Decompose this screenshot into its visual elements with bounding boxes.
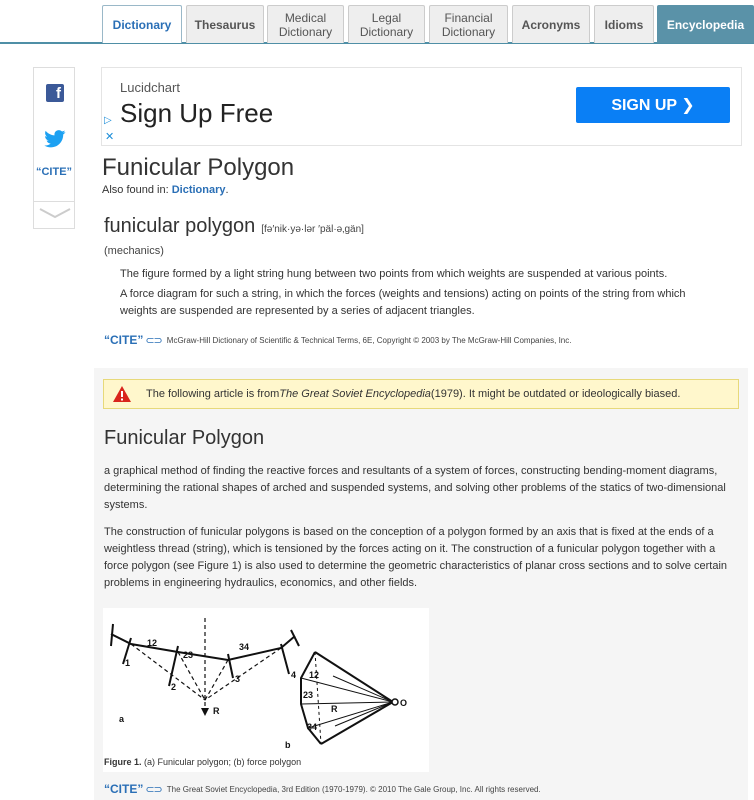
citation-source: The Great Soviet Encyclopedia, 3rd Edition (1970-1979). © 2010 The Gale Group, Inc. All rights reserved.	[166, 784, 541, 794]
pronunciation: [fə′nik·yə·lər ′päl·ə‚gän]	[261, 224, 364, 235]
figure-label: a	[119, 714, 125, 724]
definition: The figure formed by a light string hung between two points from which weights are suspended at various points.	[120, 268, 668, 280]
advertisement-banner[interactable]	[101, 67, 742, 146]
tab-financial-dictionary[interactable]	[429, 5, 508, 43]
share-sidebar	[33, 67, 75, 229]
citation-line	[104, 333, 571, 347]
twitter-icon[interactable]	[44, 130, 66, 148]
tab-label: Encyclopedia	[666, 17, 745, 32]
close-icon[interactable]: ✕	[105, 131, 115, 143]
cite-button[interactable]: “CITE”	[35, 166, 73, 178]
tab-label: Acronyms	[521, 17, 581, 32]
tab-label: Financial	[444, 10, 493, 25]
facebook-icon[interactable]: f	[46, 84, 64, 102]
encyclopedia-title: Funicular Polygon	[104, 427, 265, 449]
tab-idioms[interactable]	[594, 5, 654, 43]
figure-label: R	[213, 706, 220, 716]
tab-label: Legal	[371, 10, 402, 25]
definition: A force diagram for such a string, in which the forces (weights and tensions) acting on points of the string from which weights are suspended are represented by a series of adjacent triangles.	[120, 288, 686, 317]
encyclopedia-paragraph: a graphical method of finding the reactive forces and resultants of a system of forces, constructing bending-moment diagrams, determining the rational shapes of arched and suspended systems, and solving other problems of the statics of two-dimensional systems.	[104, 465, 726, 511]
figure-label: 23	[183, 650, 194, 660]
chevron-down-icon[interactable]	[38, 206, 72, 220]
warning-prefix: The following article is from	[146, 388, 280, 400]
subject-field: (mechanics)	[104, 245, 164, 257]
ad-brand: Lucidchart	[120, 80, 180, 95]
warning-icon	[112, 385, 132, 403]
funicular-polygon-figure	[103, 608, 429, 772]
also-found-suffix: .	[225, 184, 229, 196]
figure-label: 12	[147, 638, 158, 648]
link-icon[interactable]: ⊂⊃	[145, 334, 162, 347]
tab-label: Idioms	[604, 17, 644, 32]
tab-medical-dictionary[interactable]	[267, 5, 344, 43]
funicular-string	[111, 634, 295, 660]
tab-label: Dictionary	[112, 17, 172, 32]
ad-signup-button[interactable]: SIGN UP ❯	[576, 87, 730, 123]
tab-label: Dictionary	[441, 24, 496, 39]
also-found-in	[102, 184, 229, 196]
encyclopedia-paragraph: The construction of funicular polygons is based on the conception of a polygon formed by an axis that is fixed at the ends of a weightless thread (string), which is tensioned by the forces acting on it. The construction of a funicular polygon together with a force polygon (see Figure 1) is also used to determine the geometric characteristics of planar cross sections and to solve certain problems in engineering hydraulics, economics, and other fields.	[104, 526, 728, 589]
adchoices-icon[interactable]: ▷	[104, 115, 112, 126]
figure-label: 4	[291, 670, 297, 680]
figure-label: O	[400, 698, 408, 708]
tab-label: Dictionary	[278, 24, 333, 39]
warning-source: The Great Soviet Encyclopedia	[279, 388, 431, 400]
tab-thesaurus[interactable]	[186, 5, 264, 43]
tab-legal-dictionary[interactable]	[348, 5, 425, 43]
warning-suffix: (1979). It might be outdated or ideologically biased.	[430, 388, 681, 400]
caption-text: (a) Funicular polygon; (b) force polygon	[141, 757, 302, 767]
entry-headword-row	[104, 215, 364, 238]
page-title: Funicular Polygon	[102, 154, 295, 181]
figure-label: b	[285, 740, 291, 750]
figure-label: R	[331, 704, 338, 714]
citation-line	[104, 782, 541, 796]
tab-encyclopedia[interactable]	[657, 5, 754, 43]
also-found-prefix: Also found in:	[102, 184, 172, 196]
figure-label: 12	[309, 670, 320, 680]
figure-label: 2	[171, 682, 177, 692]
figure-label: 1	[125, 658, 131, 668]
tab-label: Medical	[284, 10, 327, 25]
headword: funicular polygon	[104, 215, 256, 237]
ad-headline[interactable]: Sign Up Free	[120, 98, 274, 128]
figure-label: 34	[307, 722, 318, 732]
link-icon[interactable]: ⊂⊃	[145, 783, 162, 796]
outdated-warning	[103, 379, 739, 409]
tab-dictionary[interactable]	[102, 5, 182, 43]
cite-button[interactable]: “CITE”	[104, 333, 144, 347]
also-found-dictionary-link[interactable]: Dictionary	[171, 184, 226, 196]
caption-label: Figure 1.	[104, 757, 142, 767]
citation-source: McGraw-Hill Dictionary of Scientific & Technical Terms, 6E, Copyright © 2003 by The McGraw-Hill Companies, Inc.	[166, 335, 572, 345]
figure-label: 3	[235, 674, 241, 684]
cite-button[interactable]: “CITE”	[104, 782, 144, 796]
figure-label: 34	[239, 642, 250, 652]
tab-acronyms[interactable]	[512, 5, 590, 43]
tab-label: Dictionary	[359, 24, 414, 39]
dictionary-tab-bar	[0, 0, 754, 44]
figure-caption	[104, 757, 301, 767]
tab-label: Thesaurus	[194, 17, 256, 32]
divider	[34, 201, 74, 202]
figure-label: 23	[303, 690, 314, 700]
